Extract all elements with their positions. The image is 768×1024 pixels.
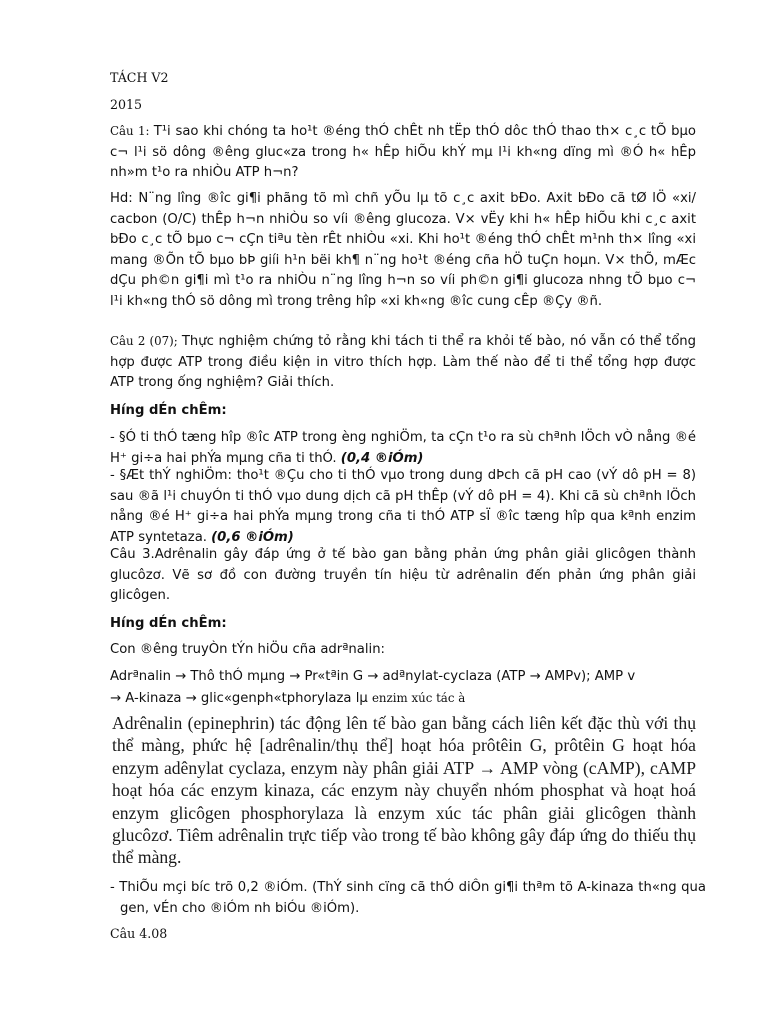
question-1 — [110, 121, 696, 184]
guide-item-1-score: (0,4 ®iÓm) — [340, 450, 424, 466]
pathway-diagram — [110, 667, 696, 709]
pathway-line-2-tail: enzim xúc tác à — [371, 690, 466, 705]
question-1-answer: Hd: N¨ng lîng ®îc gi¶i phãng tõ mì chñ yÕu lµ tõ c¸c axit bÐo. Axit bÐo cã tØ lÖ «xi/ cacbon (O/C) thÊp h¬n nhiÒu so víi ®êng glucoza. V× vËy khi h« hÊp hiÕu khi c¸c axit bÐo c¸c tÕ bµo c¬ cÇn tiªu tèn rÊt nhiÒu «xi. Khi ho¹t ®éng thÓ chÊt m¹nh th× lîng «xi mang ®Õn tÕ bµo bÞ giíi h¹n bëi kh¶ n¨ng ho¹t ®éng cña hÖ tuÇn hoµn. V× thÕ, mÆc dÇu ph©n gi¶i mì t¹o ra nhiÒu n¨ng lîng h¬n so víi ph©n gi¶i glucoza nhng tÕ bµo c¬ l¹i kh«ng thÓ sö dông mì trong trêng hîp «xi kh«ng ®îc cung cÊp ®Çy ®ñ. — [110, 191, 696, 309]
grading-note: - ThiÕu mçi bíc trõ 0,2 ®iÓm. (ThÝ sinh cïng cã thÓ diÔn gi¶i thªm tõ A-kinaza th«ng qua gen, vÉn cho ®iÓm nh biÓu ®iÓm). — [110, 880, 706, 916]
guide-item-2-text: - §Æt thÝ nghiÖm: tho¹t ®Çu cho ti thÓ vµo trong dung dÞch cã pH cao (vÝ dô pH = 8) sau ®ã l¹i chuyÓn ti thÓ vµo dung dịch cã pH thÊp (vÝ dô pH = 4). Khi cã sù chªnh lÖch nång ®é H⁺ gi÷a hai phÝa mµng trong cña ti thÓ ATP sÏ ®îc tæng hîp qua kªnh enzim ATP syntetaza. — [110, 468, 696, 545]
question-3: Câu 3.Adrênalin gây đáp ứng ở tế bào gan bằng phản ứng phân giải glicôgen thành glucôzơ. Vẽ sơ đồ con đường truyền tín hiệu từ adrênalin đến phản ứng phân giải glicôgen. — [110, 547, 696, 603]
guide-item-1-text: - §Ó ti thÓ tæng hîp ®îc ATP trong èng nghiÖm, ta cÇn t¹o ra sù chªnh lÖch vÒ nång ®é H⁺ gi÷a hai phÝa mµng cña ti thÓ. — [110, 430, 696, 466]
pathway-line-1: Adrªnalin → Thô thÓ mµng → Pr«tªin G → adªnylat-cyclaza (ATP → AMPv); AMP v — [110, 669, 636, 684]
scanned-text-image: Adrênalin (epinephrin) tác động lên tế bào gan bằng cách liên kết đặc thù với thụ thể màng, phức hệ [adrênalin/thụ thể] hoạt hóa prôtêin G, prôtêin G hoạt hóa enzym adênylat cyclaza, enzym này phân giải ATP → AMP vòng (cAMP), cAMP hoạt hóa các enzym kinaza, các enzym này chuyển nhóm phosphat và hoạt hoá enzym glicôgen phosphorylaza là enzym xúc tác phân giải glicôgen thành glucôzơ. Tiêm adrênalin trực tiếp vào trong tế bào không gây đáp ứng do thiếu thụ thể màng. — [112, 713, 696, 868]
doc-title: TÁCH V2 — [110, 70, 169, 85]
pathway-line-2-main: → A-kinaza → glic«genph«tphorylaza lµ — [110, 690, 372, 706]
question-2-label: Câu 2 (07); — [110, 334, 182, 348]
question-2-text: Thực nghiệm chứng tỏ rằng khi tách ti thể ra khỏi tế bào, nó vẫn có thể tổng hợp được ATP trong điều kiện in vitro thích hợp. Làm thế nào để ti thể tổng hợp được ATP trong ống nghiệm? Giải thích. — [110, 334, 696, 390]
question-1-text: T¹i sao khi chóng ta ho¹t ®éng thÓ chÊt nh tËp thÓ dôc thÓ thao th× c¸c tÕ bµo c¬ l¹i sö dông ®êng gluc«za trong h« hÊp hiÕu khÝ mµ l¹i kh«ng dïng mì ®Ó h« hÊp nh»m t¹o ra nhiÒu ATP h¬n? — [110, 124, 696, 180]
guide-heading-2: Híng dÉn chÊm: — [110, 616, 227, 631]
pathway-intro: Con ®êng truyÒn tÝn hiÖu cña adrªnalin: — [110, 642, 385, 657]
doc-year: 2015 — [110, 97, 143, 112]
pathway-line-2 — [110, 688, 696, 710]
question-2 — [110, 331, 696, 394]
guide-item-1 — [110, 428, 696, 469]
footer-question-4: Câu 4.08 — [110, 926, 168, 941]
guide-heading-1: Híng dÉn chÊm: — [110, 403, 227, 418]
guide-item-2 — [110, 466, 696, 548]
question-1-label: Câu 1: — [110, 124, 154, 138]
guide-item-2-score: (0,6 ®iÓm) — [211, 529, 294, 545]
